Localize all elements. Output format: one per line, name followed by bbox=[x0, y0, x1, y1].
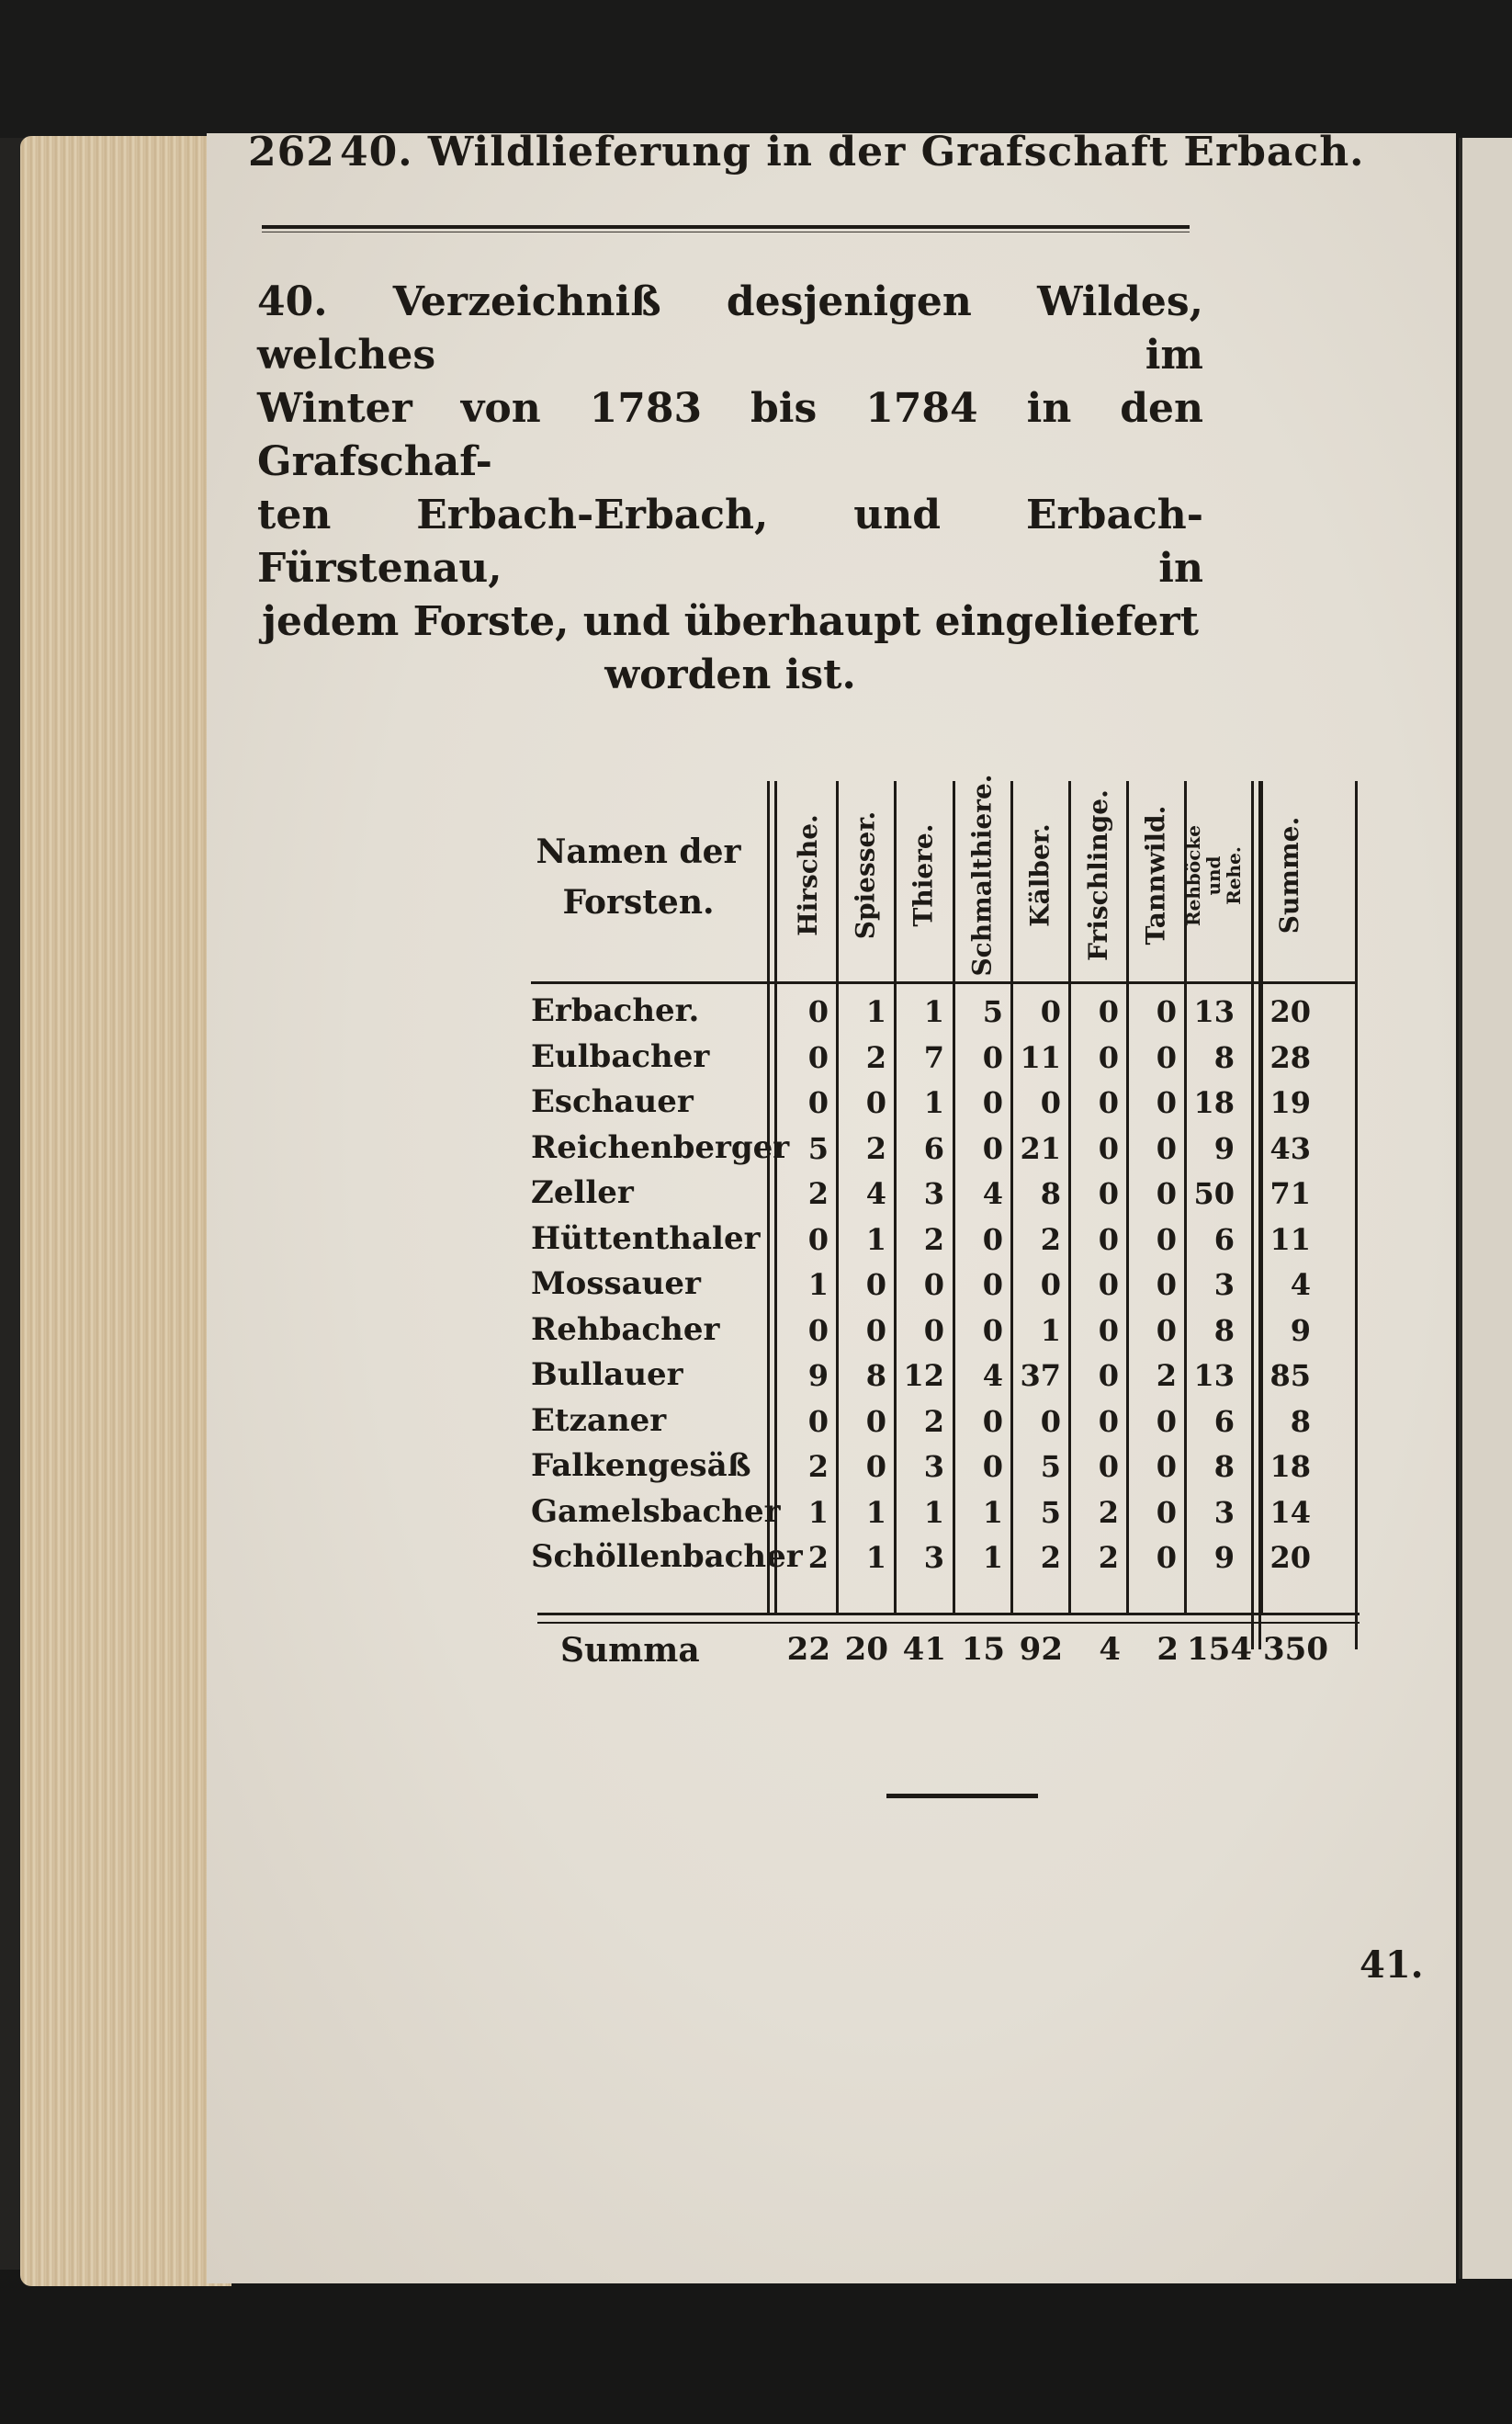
row-name: Erbacher. bbox=[531, 992, 700, 1029]
table-cell: 1 bbox=[865, 1540, 886, 1575]
table-cell: 9 bbox=[1213, 1540, 1235, 1575]
table-cell: 0 bbox=[1156, 1540, 1177, 1575]
heading-line-5: worden ist. bbox=[604, 651, 856, 698]
total-cell: 4 bbox=[1099, 1631, 1121, 1668]
table-cell: 21 bbox=[1020, 1130, 1061, 1166]
table-cell: 1 bbox=[807, 1494, 829, 1530]
table-cell: 18 bbox=[1193, 1085, 1235, 1120]
table-cell: 9 bbox=[1213, 1130, 1235, 1166]
column-header-label: Kälber. bbox=[1024, 823, 1055, 927]
table-cell: 1 bbox=[807, 1267, 829, 1302]
table-cell: 0 bbox=[923, 1267, 944, 1302]
table-cell: 2 bbox=[865, 1130, 886, 1166]
table-cell: 0 bbox=[1156, 1176, 1177, 1211]
table-cell: 2 bbox=[1040, 1540, 1061, 1575]
column-header-label: Schmalthiere. bbox=[966, 774, 998, 977]
facing-page-edge bbox=[1459, 138, 1512, 2279]
table-cell: 11 bbox=[1269, 1221, 1311, 1257]
table-cell: 14 bbox=[1269, 1494, 1311, 1530]
table-cell: 1 bbox=[865, 1494, 886, 1530]
table-cell: 3 bbox=[923, 1540, 944, 1575]
page-edges bbox=[20, 136, 231, 2286]
table-rule-vertical bbox=[767, 781, 770, 1613]
table-cell: 0 bbox=[865, 1449, 886, 1484]
table-cell: 0 bbox=[1156, 1130, 1177, 1166]
row-name: Gamelsbacher bbox=[531, 1492, 781, 1530]
column-header bbox=[955, 774, 1009, 977]
table-cell: 3 bbox=[923, 1449, 944, 1484]
table-cell: 85 bbox=[1269, 1358, 1311, 1393]
total-cell: 41 bbox=[902, 1631, 946, 1668]
column-header bbox=[897, 781, 950, 969]
column-header-label: Rehböcke und Rehe. bbox=[1182, 824, 1246, 926]
table-cell: 0 bbox=[982, 1312, 1003, 1348]
column-header-label: Thiere. bbox=[908, 823, 939, 927]
table-cell: 0 bbox=[1156, 1312, 1177, 1348]
column-header-label: Tannwild. bbox=[1140, 805, 1171, 946]
table-cell: 0 bbox=[923, 1312, 944, 1348]
table-cell: 0 bbox=[1040, 994, 1061, 1029]
row-name: Falkengesäß bbox=[531, 1447, 751, 1484]
table-cell: 13 bbox=[1193, 1358, 1235, 1393]
table-cell: 4 bbox=[865, 1176, 886, 1211]
table-cell: 11 bbox=[1020, 1039, 1061, 1075]
column-header-label: Spiesser. bbox=[850, 810, 881, 940]
table-cell: 0 bbox=[865, 1267, 886, 1302]
table-rule-horizontal bbox=[537, 1613, 1360, 1615]
total-cell: 22 bbox=[786, 1631, 830, 1668]
table-cell: 0 bbox=[1098, 1221, 1119, 1257]
heading-line-1: 40. Verzeichniß desjenigen Wildes, welches im bbox=[257, 278, 1203, 379]
column-header bbox=[1013, 781, 1066, 969]
table-cell: 13 bbox=[1193, 994, 1235, 1029]
row-name: Eulbacher bbox=[531, 1037, 710, 1075]
table-cell: 2 bbox=[1040, 1221, 1061, 1257]
row-name: Etzaner bbox=[531, 1401, 667, 1439]
column-header-label: Hirsche. bbox=[792, 814, 823, 936]
catchword: 41. bbox=[1360, 1943, 1424, 1987]
section-heading bbox=[257, 276, 1203, 702]
table-cell: 0 bbox=[982, 1085, 1003, 1120]
table-cell: 9 bbox=[807, 1358, 829, 1393]
row-name: Reichenberger bbox=[531, 1128, 790, 1166]
total-cell: 92 bbox=[1019, 1631, 1063, 1668]
table-cell: 0 bbox=[982, 1221, 1003, 1257]
table-cell: 18 bbox=[1269, 1449, 1311, 1484]
column-header bbox=[781, 781, 834, 969]
table-cell: 5 bbox=[1040, 1449, 1061, 1484]
table-rule-horizontal bbox=[537, 1622, 1360, 1624]
table-cell: 4 bbox=[982, 1176, 1003, 1211]
column-header-label: Summe. bbox=[1274, 816, 1305, 934]
table-cell: 4 bbox=[1290, 1267, 1311, 1302]
table-cell: 0 bbox=[1156, 1085, 1177, 1120]
table-cell: 1 bbox=[923, 1494, 944, 1530]
table-cell: 0 bbox=[1040, 1085, 1061, 1120]
column-header bbox=[1129, 781, 1182, 969]
table-cell: 2 bbox=[807, 1540, 829, 1575]
row-name: Hüttenthaler bbox=[531, 1219, 761, 1257]
table-cell: 0 bbox=[1098, 1267, 1119, 1302]
total-cell: 15 bbox=[961, 1631, 1005, 1668]
table-cell: 6 bbox=[923, 1130, 944, 1166]
table-cell: 0 bbox=[982, 1403, 1003, 1439]
table-cell: 2 bbox=[1156, 1358, 1177, 1393]
row-name: Rehbacher bbox=[531, 1310, 720, 1348]
total-cell: 20 bbox=[844, 1631, 888, 1668]
table-cell: 1 bbox=[865, 994, 886, 1029]
end-rule bbox=[886, 1794, 1038, 1798]
table-cell: 0 bbox=[1040, 1267, 1061, 1302]
table-cell: 8 bbox=[1290, 1403, 1311, 1439]
table-cell: 1 bbox=[865, 1221, 886, 1257]
page-number: 262 bbox=[248, 129, 335, 176]
table-cell: 0 bbox=[1098, 994, 1119, 1029]
running-title: 40. Wildlieferung in der Grafschaft Erbach. bbox=[340, 129, 1365, 176]
table-cell: 20 bbox=[1269, 1540, 1311, 1575]
table-cell: 8 bbox=[865, 1358, 886, 1393]
table-cell: 8 bbox=[1213, 1312, 1235, 1348]
row-header bbox=[533, 827, 744, 928]
table-cell: 50 bbox=[1193, 1176, 1235, 1211]
row-name: Eschauer bbox=[531, 1083, 694, 1120]
table-cell: 0 bbox=[807, 1312, 829, 1348]
table-cell: 0 bbox=[1098, 1312, 1119, 1348]
row-header-line-2: Forsten. bbox=[562, 883, 715, 922]
table-cell: 0 bbox=[1156, 1449, 1177, 1484]
table-cell: 0 bbox=[1098, 1403, 1119, 1439]
table-cell: 71 bbox=[1269, 1176, 1311, 1211]
table-cell: 9 bbox=[1290, 1312, 1311, 1348]
table-cell: 12 bbox=[903, 1358, 944, 1393]
row-header-line-1: Namen der bbox=[536, 833, 741, 871]
table-rule-vertical bbox=[1355, 781, 1358, 1649]
table-cell: 0 bbox=[865, 1085, 886, 1120]
table-cell: 0 bbox=[1040, 1403, 1061, 1439]
column-header bbox=[839, 781, 892, 969]
table-rule-vertical bbox=[1258, 781, 1261, 1649]
column-header bbox=[1263, 781, 1316, 969]
table-cell: 0 bbox=[865, 1403, 886, 1439]
table-cell: 0 bbox=[1098, 1085, 1119, 1120]
table-cell: 1 bbox=[1040, 1312, 1061, 1348]
column-header bbox=[1182, 781, 1246, 969]
table-cell: 3 bbox=[1213, 1494, 1235, 1530]
table-cell: 0 bbox=[807, 1221, 829, 1257]
row-name: Mossauer bbox=[531, 1265, 701, 1302]
table-cell: 5 bbox=[982, 994, 1003, 1029]
table-cell: 6 bbox=[1213, 1403, 1235, 1439]
row-name: Bullauer bbox=[531, 1356, 683, 1393]
table-cell: 2 bbox=[807, 1176, 829, 1211]
table-cell: 6 bbox=[1213, 1221, 1235, 1257]
column-header bbox=[1071, 781, 1124, 969]
table-cell: 43 bbox=[1269, 1130, 1311, 1166]
table-cell: 0 bbox=[982, 1449, 1003, 1484]
book-cover-top bbox=[0, 0, 1512, 138]
table-cell: 1 bbox=[923, 1085, 944, 1120]
heading-line-4: jedem Forste, und überhaupt eingeliefert bbox=[262, 598, 1199, 645]
table-cell: 19 bbox=[1269, 1085, 1311, 1120]
table-cell: 2 bbox=[923, 1403, 944, 1439]
table-cell: 8 bbox=[1213, 1449, 1235, 1484]
table-cell: 0 bbox=[982, 1130, 1003, 1166]
column-header-label: Frischlinge. bbox=[1082, 789, 1113, 961]
table-cell: 0 bbox=[1156, 1403, 1177, 1439]
heading-line-2: Winter von 1783 bis 1784 in den Grafschaf- bbox=[257, 385, 1203, 485]
table-cell: 4 bbox=[982, 1358, 1003, 1393]
table-cell: 0 bbox=[1098, 1130, 1119, 1166]
table-cell: 0 bbox=[982, 1267, 1003, 1302]
table-cell: 0 bbox=[1156, 1221, 1177, 1257]
table-cell: 28 bbox=[1269, 1039, 1311, 1075]
table-rule-vertical bbox=[1251, 781, 1254, 1649]
total-cell: 350 bbox=[1263, 1631, 1328, 1668]
table-cell: 1 bbox=[923, 994, 944, 1029]
table-cell: 3 bbox=[1213, 1267, 1235, 1302]
table-cell: 0 bbox=[1098, 1358, 1119, 1393]
table-cell: 0 bbox=[865, 1312, 886, 1348]
heading-line-3: ten Erbach-Erbach, und Erbach-Fürstenau, in bbox=[257, 492, 1203, 592]
table-cell: 0 bbox=[807, 994, 829, 1029]
total-cell: 2 bbox=[1157, 1631, 1179, 1668]
table-cell: 0 bbox=[1098, 1039, 1119, 1075]
table-cell: 5 bbox=[807, 1130, 829, 1166]
table-cell: 3 bbox=[923, 1176, 944, 1211]
table-cell: 0 bbox=[1156, 994, 1177, 1029]
table-cell: 2 bbox=[865, 1039, 886, 1075]
table-rule-horizontal bbox=[531, 981, 1358, 984]
row-name: Schöllenbacher bbox=[531, 1538, 803, 1575]
table-cell: 8 bbox=[1213, 1039, 1235, 1075]
table-cell: 2 bbox=[1098, 1540, 1119, 1575]
total-label: Summa bbox=[560, 1631, 700, 1670]
table-cell: 0 bbox=[807, 1085, 829, 1120]
table-cell: 0 bbox=[1156, 1494, 1177, 1530]
total-cell: 154 bbox=[1187, 1631, 1252, 1668]
table-cell: 20 bbox=[1269, 994, 1311, 1029]
table-cell: 0 bbox=[1156, 1267, 1177, 1302]
table-cell: 1 bbox=[982, 1494, 1003, 1530]
table-cell: 2 bbox=[923, 1221, 944, 1257]
table-cell: 2 bbox=[807, 1449, 829, 1484]
table-cell: 0 bbox=[1156, 1039, 1177, 1075]
table-cell: 2 bbox=[1098, 1494, 1119, 1530]
row-name: Zeller bbox=[531, 1174, 634, 1211]
table-cell: 1 bbox=[982, 1540, 1003, 1575]
table-cell: 7 bbox=[923, 1039, 944, 1075]
table-cell: 0 bbox=[1098, 1449, 1119, 1484]
table-rule-vertical bbox=[774, 781, 777, 1613]
table-cell: 0 bbox=[807, 1039, 829, 1075]
table-cell: 37 bbox=[1020, 1358, 1061, 1393]
table-cell: 0 bbox=[807, 1403, 829, 1439]
table-cell: 5 bbox=[1040, 1494, 1061, 1530]
table-cell: 0 bbox=[1098, 1176, 1119, 1211]
table-cell: 0 bbox=[982, 1039, 1003, 1075]
table-cell: 8 bbox=[1040, 1176, 1061, 1211]
header-rule bbox=[262, 225, 1190, 229]
